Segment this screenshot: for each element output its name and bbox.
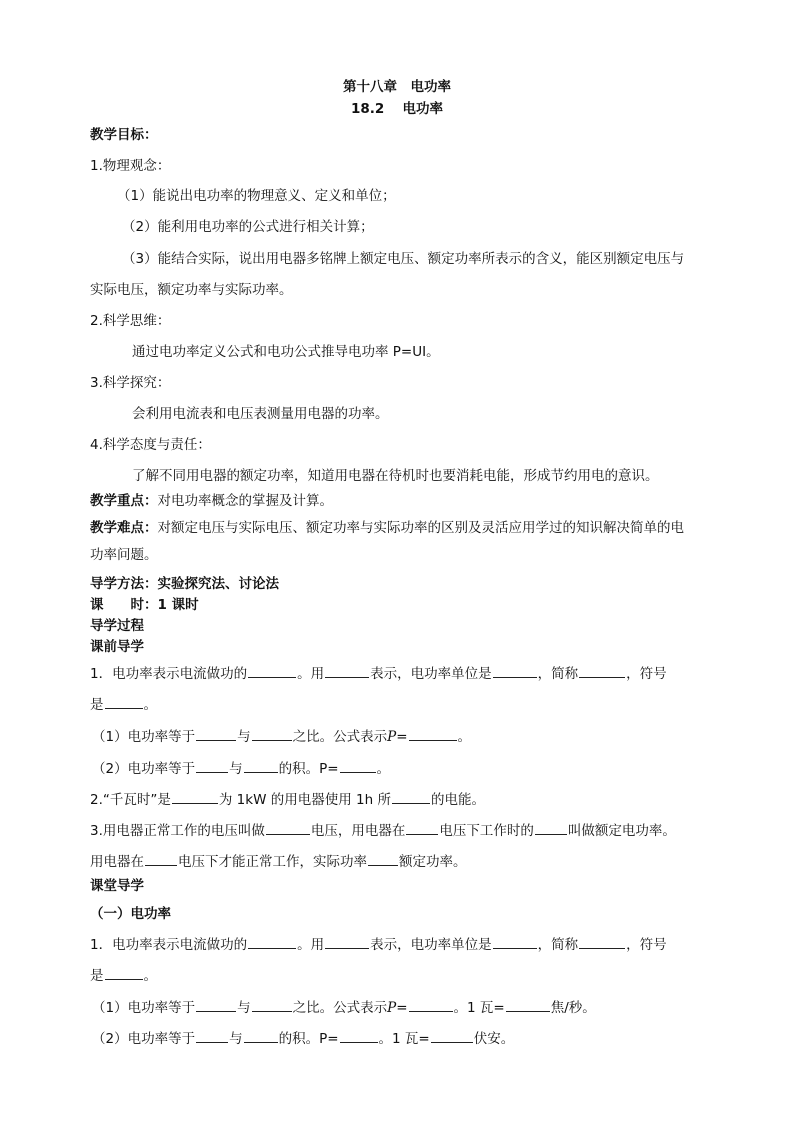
answer-blank[interactable] (340, 758, 376, 773)
answer-blank[interactable] (244, 1028, 278, 1043)
pre-q1-2-text-a: （2）电功率等于 (92, 761, 196, 777)
answer-blank[interactable] (409, 997, 453, 1012)
pre-q1-text-e: ，符号 (626, 666, 667, 682)
pre-q1-text-a: 1．电功率表示电流做功的 (90, 666, 248, 682)
objective-3-point: 会利用电流表和电压表测量用电器的功率。 (132, 406, 389, 422)
in-q1-text-e: ，符号 (626, 937, 667, 953)
answer-blank[interactable] (105, 965, 143, 980)
pre-q1-1-text-d: = (396, 729, 408, 745)
in-q1-text-a: 1．电功率表示电流做功的 (90, 937, 248, 953)
in-q1-2-text-c: 的积。P= (278, 1031, 339, 1047)
pre-q3-text-d: 叫做额定电功率。 (567, 823, 676, 839)
pre-q2 (90, 789, 485, 810)
objective-1-point-3-cont: 实际电压，额定功率与实际功率。 (90, 282, 293, 298)
pre-q3-text-a: 3.用电器正常工作的电压叫做 (90, 823, 265, 839)
class-period-value: 1 课时 (157, 597, 199, 613)
in-q1-text-f: 是 (90, 968, 104, 984)
answer-blank[interactable] (406, 820, 438, 835)
pre-q1-cont (90, 694, 157, 715)
answer-blank[interactable] (145, 851, 177, 866)
key-point-text: 对电功率概念的掌握及计算。 (157, 493, 333, 509)
formula-symbol-p: P (387, 1000, 397, 1016)
in-q1 (90, 934, 667, 955)
answer-blank[interactable] (431, 1028, 473, 1043)
pre-q3-text-c: 电压下工作时的 (439, 823, 534, 839)
in-q1-2 (92, 1028, 514, 1049)
in-q1-1-text-a: （1）电功率等于 (92, 1000, 196, 1016)
pre-q3-cont (90, 851, 467, 872)
pre-q1-1-text-e: 。 (457, 729, 471, 745)
answer-blank[interactable] (196, 726, 236, 741)
in-q1-text-b: 。用 (297, 937, 325, 953)
in-q1-1-text-d: = (396, 1000, 408, 1016)
in-q1-2-text-b: 与 (229, 1031, 243, 1047)
class-period (90, 595, 199, 615)
in-q1-1-text-c: 之比。公式表示 (292, 1000, 388, 1016)
objective-2-title: 2.科学思维： (90, 313, 171, 329)
answer-blank[interactable] (325, 934, 369, 949)
objective-1-point-3: （3）能结合实际，说出用电器多铭牌上额定电压、额定功率所表示的含义，能区别额定电压与 (122, 251, 685, 267)
answer-blank[interactable] (392, 789, 430, 804)
answer-blank[interactable] (196, 997, 236, 1012)
pre-q2-text-b: 为 1kW 的用电器使用 1h 所 (218, 792, 391, 808)
pre-q1-1-text-c: 之比。公式表示 (292, 729, 388, 745)
answer-blank[interactable] (196, 758, 228, 773)
pre-q1-text-b: 。用 (297, 666, 325, 682)
answer-blank[interactable] (579, 934, 625, 949)
pre-q1-2-text-c: 的积。P= (278, 761, 339, 777)
in-q1-1-text-b: 与 (237, 1000, 251, 1016)
answer-blank[interactable] (172, 789, 218, 804)
in-q1-text-d: ，简称 (537, 937, 579, 953)
objectives-heading: 教学目标： (90, 127, 158, 143)
answer-blank[interactable] (340, 1028, 378, 1043)
answer-blank[interactable] (196, 1028, 228, 1043)
pre-q3-text-b: 电压，用电器在 (310, 823, 406, 839)
pre-q3 (90, 820, 676, 841)
objective-1-point-2: （2）能利用电功率的公式进行相关计算； (122, 219, 374, 235)
formula-symbol-p: P (387, 729, 397, 745)
pre-q1-text-c: 表示，电功率单位是 (370, 666, 492, 682)
answer-blank[interactable] (493, 663, 537, 678)
answer-blank[interactable] (252, 997, 292, 1012)
in-q1-cont (90, 965, 157, 986)
answer-blank[interactable] (368, 851, 398, 866)
section-title: 18.2 电功率 (350, 101, 443, 117)
answer-blank[interactable] (493, 934, 537, 949)
in-q1-1-text-f: 焦/秒。 (550, 1000, 596, 1016)
pre-q3b-text-c: 额定功率。 (399, 854, 467, 870)
in-q1-2-text-d: 。1 瓦= (378, 1031, 430, 1047)
difficulty (90, 518, 684, 538)
pre-q1-text-g: 。 (143, 697, 157, 713)
pre-q1-2-text-b: 与 (229, 761, 243, 777)
answer-blank[interactable] (506, 997, 550, 1012)
in-q1-1 (92, 997, 596, 1018)
objective-2-point: 通过电功率定义公式和电功公式推导电功率 P=UI。 (132, 344, 440, 360)
answer-blank[interactable] (325, 663, 369, 678)
in-q1-2-text-a: （2）电功率等于 (92, 1031, 196, 1047)
objective-4-point: 了解不同用电器的额定功率，知道用电器在待机时也要消耗电能，形成节约用电的意识。 (132, 468, 659, 484)
objective-3-title: 3.科学探究： (90, 375, 171, 391)
difficulty-text: 对额定电压与实际电压、额定功率与实际功率的区别及灵活应用学过的知识解决简单的电 (157, 520, 684, 536)
pre-q3b-text-a: 用电器在 (90, 854, 144, 870)
answer-blank[interactable] (535, 820, 567, 835)
difficulty-cont: 功率问题。 (90, 547, 158, 563)
class-period-label: 课 时： (90, 597, 158, 613)
objective-1-point-1: （1）能说出电功率的物理意义、定义和单位； (117, 188, 396, 204)
teaching-method: 导学方法：实验探究法、讨论法 (90, 576, 279, 592)
in-q1-text-g: 。 (143, 968, 157, 984)
pre-q1-text-f: 是 (90, 697, 104, 713)
pre-q2-text-a: 2.“千瓦时”是 (90, 792, 171, 808)
pre-q3b-text-b: 电压下才能正常工作，实际功率 (178, 854, 367, 870)
in-class-heading: 课堂导学 (90, 878, 144, 894)
pre-q1-2-text-d: 。 (376, 761, 391, 777)
in-q1-text-c: 表示，电功率单位是 (370, 937, 492, 953)
pre-q1-1-text-b: 与 (237, 729, 251, 745)
key-point-label: 教学重点： (90, 493, 158, 509)
answer-blank[interactable] (105, 694, 143, 709)
pre-q2-text-c: 的电能。 (430, 792, 485, 808)
in-q1-1-text-e: 。1 瓦= (453, 1000, 505, 1016)
answer-blank[interactable] (409, 726, 457, 741)
difficulty-label: 教学难点： (90, 520, 158, 536)
objective-4-title: 4.科学态度与责任： (90, 437, 211, 453)
pre-q1-1 (92, 726, 471, 747)
pre-q1-1-text-a: （1）电功率等于 (92, 729, 196, 745)
answer-blank[interactable] (244, 758, 278, 773)
pre-q1 (90, 663, 667, 684)
key-point (90, 491, 333, 511)
in-q1-2-text-e: 伏安。 (473, 1031, 515, 1047)
process-heading: 导学过程 (90, 618, 144, 634)
pre-q1-text-d: ，简称 (537, 666, 579, 682)
answer-blank[interactable] (252, 726, 292, 741)
chapter-title: 第十八章 电功率 (343, 79, 451, 95)
answer-blank[interactable] (248, 934, 296, 949)
pre-class-heading: 课前导学 (90, 639, 144, 655)
pre-q1-2 (92, 758, 390, 779)
objective-1-title: 1.物理观念： (90, 158, 171, 174)
answer-blank[interactable] (579, 663, 625, 678)
part-1-heading: （一）电功率 (90, 906, 171, 922)
answer-blank[interactable] (266, 820, 310, 835)
answer-blank[interactable] (248, 663, 296, 678)
